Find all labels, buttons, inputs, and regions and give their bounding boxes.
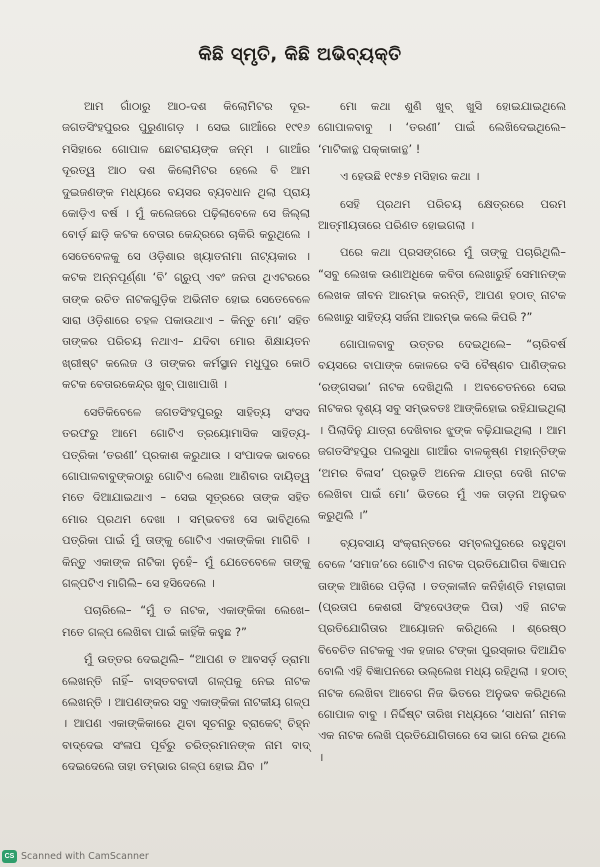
- page-title: କିଛି ସ୍ମୃତି, କିଛି ଅଭିବ୍ୟକ୍ତି: [198, 44, 402, 65]
- paragraph: ମୋ କଥା ଶୁଣି ଖୁବ୍ ଖୁସି ହୋଇଯାଇଥିଲେ ଗୋପାଳବାବୁ । ‘ତରଣୀ’ ପାଇଁ ଲେଖିଦେଇଥିଲେ– ‘ମାଟିକାନ୍ଥ ପକ୍କାକାନ୍ଥ’ !: [318, 99, 566, 156]
- paragraph: ସେହି ପ୍ରଥମ ପରିଚୟ କ୍ଷେତ୍ରରେ ପରମ ଆତ୍ମୀୟତାରେ ପରିଣତ ହୋଇଗଲା ।: [318, 196, 566, 233]
- camscanner-icon: CS: [2, 850, 17, 863]
- paragraph: ଗୋପାଳବାବୁ ଉତ୍ତର ଦେଇଥିଲେ– “ଚାରିବର୍ଷ ବୟସରେ ବାପାଙ୍କ କୋଳରେ ବସି ବୈଷ୍ଣବ ପାଣିଙ୍କର ‘ରଙ୍ଗସଭା’ ନାଟକ ଦେଖିଥିଲି । ଅବଚେତନରେ ସେଇ ନାଟକର ଦୃଶ୍ୟ ସବୁ ସମ୍ଭବତଃ ଆଙ୍କିହୋଇ ରହିଯାଇଥିଲା । ପିଲାଦିନୁ ଯାତ୍ରା ଦେଖିବାର ଝୁଙ୍କ ବଢ଼ିଯାଇଥିଲା । ଆମ ଜଗତସିଂହପୁର ପଲସୁଧା ଗାଆଁର ବାଳକୃଷ୍ଣ ମହାନ୍ତିଙ୍କ ‘ଅମର ବିଳାସ’ ପ୍ରଭୃତି ଅନେକ ଯାତ୍ରା ଦେଖି ନାଟକ ଲେଖିବା ପାଇଁ ମୋ’ ଭିତରେ ମୁଁ ଏକ ତାଡ଼ନା ଅନୁଭବ କରୁଥିଲି ।”: [318, 337, 566, 523]
- paragraph: ଆମ ଗାଁଠାରୁ ଆଠ-ଦଶ କିଲୋମିଟର ଦୂର- ଜଗତସିଂହପୁରର ପୁରୁଣାଗଡ଼ । ସେଇ ଗାଆଁରେ ୧୯୧୬ ମସିହାରେ ଗୋପାଳ ଛୋଟରାୟଙ୍କ ଜନ୍ମ । ଗାଆଁର ଦୂରତ୍ୱ ଆଠ ଦଶ କିଲୋମିଟର ହେଲେ ବି ଆମ ଦୁଇଜଣଙ୍କ ମଧ୍ୟରେ ବୟସର ବ୍ୟବଧାନ ଥିଲା ପ୍ରାୟ କୋଡ଼ିଏ ବର୍ଷ । ମୁଁ କଲେଜରେ ପଢ଼ିଲାବେଳେ ସେ ଜିଲ୍ଲା ବୋର୍ଡ଼ ଛାଡ଼ି କଟକ ବେତାର କେନ୍ଦ୍ରରେ ଚାକିରି କରୁଥିଲେ । ସେତେବେଳକୁ ସେ ଓଡ଼ିଶାର ଖ୍ୟାତନାମା ନାଟ୍ୟକାର । କଟକ ଅନ୍ନପୂର୍ଣ୍ଣା ‘ବି’ ଗ୍ରୁପ୍ ଏବଂ ଜନତା ଥିଏଟରରେ ତାଙ୍କ ରଚିତ ନାଟକଗୁଡ଼ିକ ଅଭିନୀତ ହୋଇ ସେତେବେଳେ ସାରା ଓଡ଼ିଶାରେ ଚହଳ ପକାଉଥାଏ – କିନ୍ତୁ ମୋ’ ସହିତ ତାଙ୍କର ପରିଚୟ ନଥାଏ– ଯଦିବା ମୋର ଶିକ୍ଷାୟତନ ଖ୍ରୀଷ୍ଟ କଲେଜ ଓ ତାଙ୍କର କର୍ମସ୍ଥାନ ମଧୁପୁର କୋଠି କଟକ ବେତାରକେନ୍ଦ୍ର ଖୁବ୍ ପାଖାପାଖି ।: [62, 99, 310, 392]
- right-column: [318, 96, 566, 774]
- watermark-text: Scanned with CamScanner: [21, 850, 149, 862]
- camscanner-watermark: [2, 848, 149, 864]
- paragraph: ପଚାରିଲେ– “ମୁଁ ତ ନାଟକ, ଏକାଙ୍କିକା ଲେଖେ– ମତେ ଗଳ୍ପ ଲେଖିବା ପାଇଁ କାହିଁକି କହୁଛ ?”: [62, 603, 310, 639]
- left-column: [62, 96, 310, 784]
- paragraph: ପରେ କଥା ପ୍ରସଙ୍ଗରେ ମୁଁ ତାଙ୍କୁ ପଚାରିଥିଲି– “ସବୁ ଲେଖକ ଉଣାଅଧିକେ କବିତା ଲେଖାରୁହିଁ ସେମାନଙ୍କ ଲେଖକ ଜୀବନ ଆରମ୍ଭ କରନ୍ତି, ଆପଣ ହଠାତ୍ ନାଟକ ଲେଖାରୁ ସାହିତ୍ୟ ସର୍ଜନା ଆରମ୍ଭ କଲେ କିପରି ?”: [318, 245, 566, 324]
- paragraph: ଏ ହେଉଛି ୧୯୫୭ ମସିହାର କଥା ।: [340, 169, 480, 184]
- paragraph: ମୁଁ ଉତ୍ତର ଦେଇଥିଲି– “ଆପଣ ତ ଆବସର୍ଡ଼ ଡ୍ରାମା ଲେଖନ୍ତି ନାହିଁ– ବାସ୍ତବବାଦୀ ଗଳ୍ପକୁ ନେଇ ନାଟକ ଲେଖନ୍ତି । ଆପଣଙ୍କର ସବୁ ଏକାଙ୍କିକା ନାଟକୀୟ ଗଳ୍ପ । ଆପଣ ଏକାଙ୍କିକାରେ ଥିବା ସୂଚନାରୁ ବ୍ରାକେଟ୍ ଚିହ୍ନ ବାଦ୍‌ଦେଇ ସଂଳାପ ପୂର୍ବରୁ ଚରିତ୍ରମାନଙ୍କ ନାମ ବାଦ୍ ଦେଇଦେଲେ ତାହା ତମ୍ଭାର ଗଳ୍ପ ହୋଇ ଯିବ ।”: [62, 652, 310, 774]
- paragraph: ବ୍ୟବସାୟ ସଂକ୍ରାନ୍ତରେ ସମ୍ବଲପୁରରେ ରହୁଥିବା ବେଳେ ‘ସମାଜ’ରେ ଗୋଟିଏ ନାଟକ ପ୍ରତିଯୋଗିତା ବିଜ୍ଞାପନ ତାଙ୍କ ଆଖିରେ ପଡ଼ିଲା । ତତ୍କାଳୀନ କନିହାଁଣ୍ଡି ମହାରାଜା (ପ୍ରତାପ କେଶରୀ ସିଂହଦେଓଙ୍କ ପିତା) ଏହି ନାଟକ ପ୍ରତିଯୋଗିତାର ଆୟୋଜନ କରିଥିଲେ । ଶ୍ରେଷ୍ଠ ବିବେଚିତ ନାଟକକୁ ଏକ ହଜାର ଟଙ୍କା ପୁରସ୍କାର ଦିଆଯିବ ବୋଲି ଏହି ବିଜ୍ଞାପନରେ ଉଲ୍ଲେଖ ମଧ୍ୟ ରହିଥିଲା । ହଠାତ୍ ନାଟକ ଲେଖିବା ଆବେଗ ନିଜ ଭିତରେ ଅନୁଭବ କରିଥିଲେ ଗୋପାଳ ବାବୁ । ନିର୍ଦ୍ଦିଷ୍ଟ ତାରିଖ ମଧ୍ୟରେ ‘ସାଧନା’ ନାମକ ଏକ ନାଟକ ଲେଖି ପ୍ରତିଯୋଗିତାରେ ସେ ଭାଗ ନେଇ ଥିଲେ ।: [318, 535, 566, 764]
- paragraph: ସେତିକିବେଳେ ଜଗତସିଂହପୁରରୁ ସାହିତ୍ୟ ସଂସଦ ତରଫରୁ ଆମେ ଗୋଟିଏ ତ୍ରୟୋମାସିକ ସାହିତ୍ୟ- ପତ୍ରିକା ‘ତରଣୀ’ ପ୍ରକାଶ କରୁଥାଉ । ସଂପାଦକ ଭାବରେ ଗୋପାଳବାବୁଙ୍କଠାରୁ ଗୋଟିଏ ଲେଖା ଆଣିବାର ଦାୟିତ୍ୱ ମତେ ଦିଆଯାଇଥାଏ – ସେଇ ସୂତ୍ରରେ ତାଙ୍କ ସହିତ ମୋର ପ୍ରଥମ ଦେଖା । ସମ୍ଭବତଃ ସେ ଭାବିଥିଲେ ପତ୍ରିକା ପାଇଁ ମୁଁ ତାଙ୍କୁ ଗୋଟିଏ ଏକାଙ୍କିକା ମାଗିବି । କିନ୍ତୁ ଏକାଙ୍କ ନାଟିକା ନୁହେଁ– ମୁଁ ଯେତେବେଳେ ତାଙ୍କୁ ଗଳ୍ପଟିଏ ମାଗିଲି– ସେ ହସିଦେଲେ ।: [62, 404, 310, 590]
